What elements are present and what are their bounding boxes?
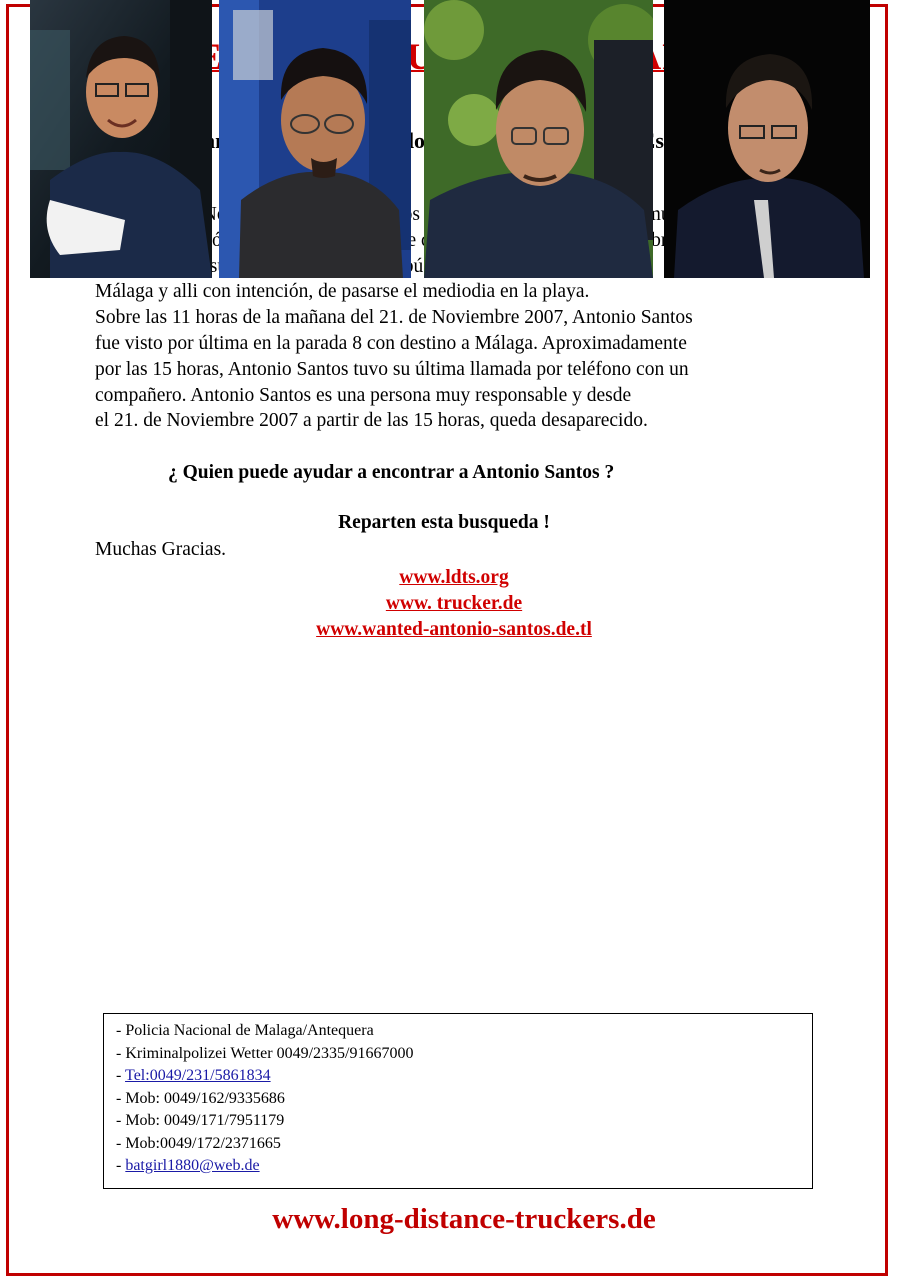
- description-line: Málaga y alli con intención, de pasarse el mediodia en la playa.: [95, 281, 590, 303]
- contact-line: - Tel:0049/231/5861834: [116, 1067, 271, 1084]
- phone-link[interactable]: Tel:0049/231/5861834: [125, 1067, 271, 1084]
- contact-text: Mob: 0049/162/9335686: [125, 1089, 285, 1107]
- description-line: libre: [640, 229, 677, 251]
- photo-2: [219, 0, 411, 278]
- contact-text: Mob: 0049/171/7951179: [125, 1112, 285, 1129]
- link-trucker[interactable]: www. trucker.de: [385, 593, 523, 614]
- photo-4: [664, 0, 870, 278]
- link-wanted-site[interactable]: www.wanted-antonio-santos.de.tl: [316, 619, 592, 640]
- description-line: fue visto por última en la parada 8 con destino a Málaga. Aproximadamente: [95, 332, 687, 354]
- photo-3: [424, 0, 653, 278]
- photo-1: [30, 0, 212, 278]
- contact-line: - Mob: 0049/162/9335686: [116, 1089, 285, 1107]
- description-line: Sobre las 11 horas de la mañana del 21. de Noviembre 2007, Antonio Santos: [95, 307, 693, 329]
- description-line: el 21. de Noviembre 2007 a partir de las 15 horas, queda desaparecido.: [95, 410, 648, 432]
- description-line: por las 15 horas, Antonio Santos tuvo su última llamada por teléfono con un: [95, 358, 689, 380]
- contact-line: - batgirl1880@web.de: [116, 1157, 260, 1174]
- contact-box: [103, 1013, 813, 1189]
- contact-text: Mob:0049/172/2371665: [125, 1134, 281, 1152]
- footer-website: www.long-distance-truckers.de: [272, 1203, 656, 1235]
- help-question: ¿ Quien puede ayudar a encontrar a Antonio Santos ?: [168, 462, 615, 483]
- link-ldts[interactable]: www.ldts.org: [399, 567, 509, 588]
- share-request: Reparten esta busqueda !: [338, 512, 550, 533]
- contact-line: - Mob: 0049/171/7951179: [116, 1112, 285, 1129]
- poster-title: PORTUGUES: [301, 37, 540, 78]
- contact-text: Policia Nacional de Malaga/Antequera: [125, 1022, 374, 1039]
- email-link[interactable]: batgirl1880@web.de: [125, 1157, 260, 1174]
- contact-line: - Mob:0049/172/2371665: [116, 1134, 281, 1152]
- links-list: [0, 565, 898, 643]
- description-line: su: [209, 255, 228, 277]
- contact-line: - Policia Nacional de Malaga/Antequera: [116, 1022, 374, 1039]
- thanks-text: Muchas Gracias.: [95, 539, 227, 560]
- contact-line: - Kriminalpolizei Wetter 0049/2335/91667000: [116, 1044, 414, 1062]
- description-line: compañero. Antonio Santos es una persona muy responsable y desde: [95, 384, 632, 406]
- contact-text: Kriminalpolizei Wetter 0049/2335/91667000: [125, 1044, 414, 1062]
